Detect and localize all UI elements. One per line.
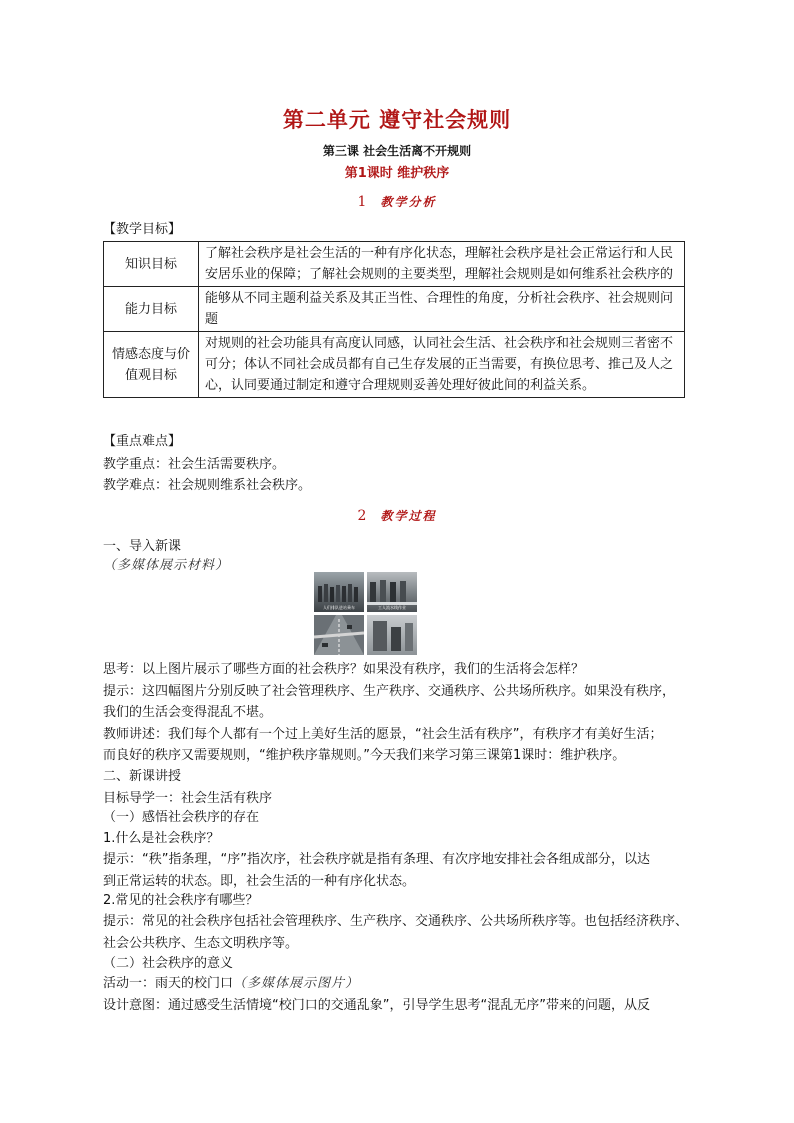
unit-title: 第二单元 遵守社会规则 — [282, 108, 512, 132]
goal-category: 知识目标 — [104, 242, 199, 287]
section-number: 2 — [357, 508, 367, 524]
goal-content: 对规则的社会功能具有高度认同感，认同社会生活、社会秩序和社会规则三者密不可分；体认不同社会成员都有自己生存发展的正当需要，有换位思考、推己及人之心，认同要通过制定和遵守合理规则妥善处理好彼此间的利益关系。 — [199, 332, 685, 398]
design-intent: 设计意图：通过感受生活情境“校门口的交通乱象”，引导学生思考“混乱无序”带来的问题，从反 — [103, 998, 650, 1013]
goal-category: 情感态度与价值观目标 — [104, 332, 199, 398]
table-row — [104, 332, 685, 398]
section-number: 1 — [357, 194, 367, 210]
question: 2.常见的社会秩序有哪些？ — [103, 893, 259, 908]
key-points-label: 【重点难点】 — [103, 434, 182, 449]
hint-text: 提示：“秩”指条理，“序”指次序，社会秩序就是指有条理、有次序地安排社会各组成部分，以达 — [103, 852, 650, 867]
period-title: 第1课时 维护秩序 — [344, 166, 450, 181]
queue-photo — [314, 572, 364, 612]
goal-content: 了解社会秩序是社会生活的一种有序化状态，理解社会秩序是社会正常运行和人民安居乐业的保障；了解社会规则的主要类型，理解社会规则是如何维系社会秩序的 — [199, 242, 685, 287]
multimedia-note: （多媒体展示图片） — [233, 976, 360, 991]
table-row — [104, 287, 685, 332]
teacher-narration: 教师讲述：我们每个人都有一个过上美好生活的愿景，“社会生活有秩序”，有秩序才有美好生活； — [103, 727, 663, 742]
multimedia-note: （多媒体展示材料） — [103, 558, 230, 573]
intro-image-grid — [314, 572, 418, 656]
hint-text: 到正常运转的状态。即，社会生活的一种有序化状态。 — [103, 874, 416, 889]
teacher-narration: 而良好的秩序又需要规则，“维护秩序靠规则。”今天我们来学习第三课第1课时：维护秩序。 — [103, 748, 626, 763]
image-caption: 人们排队进站乘车 — [323, 605, 355, 610]
target-guide-heading: 目标导学一：社会生活有秩序 — [103, 791, 273, 806]
teaching-goals-table — [103, 241, 685, 398]
traffic-illustration — [314, 615, 364, 655]
subsection-heading: （一）感悟社会秩序的存在 — [103, 810, 260, 825]
image-caption: 工人流水线作业 — [378, 605, 406, 610]
hint-text: 我们的生活会变得混乱不堪。 — [103, 705, 273, 720]
table-row — [104, 242, 685, 287]
lesson-title: 第三课 社会生活离不开规则 — [322, 144, 472, 158]
public-place-photo — [367, 615, 417, 655]
subsection-heading: （二）社会秩序的意义 — [103, 956, 234, 971]
goals-label: 【教学目标】 — [103, 222, 182, 237]
traffic-photo — [314, 615, 364, 655]
factory-photo — [367, 572, 417, 612]
difficult-point: 教学难点：社会规则维系社会秩序。 — [103, 478, 312, 493]
hint-text: 提示：常见的社会秩序包括社会管理秩序、生产秩序、交通秩序、公共场所秩序等。也包括经济秩序、 — [103, 914, 689, 929]
section-label: 教学过程 — [380, 509, 437, 523]
question: 1.什么是社会秩序？ — [103, 831, 220, 846]
think-question: 思考：以上图片展示了哪些方面的社会秩序？如果没有秩序，我们的生活将会怎样？ — [103, 662, 585, 677]
intro-heading: 一、导入新课 — [103, 539, 182, 554]
activity-heading — [103, 974, 359, 994]
goal-content: 能够从不同主题利益关系及其正当性、合理性的角度，分析社会秩序、社会规则问题 — [199, 287, 685, 332]
goal-category: 能力目标 — [104, 287, 199, 332]
public-place-illustration — [367, 615, 417, 655]
key-point: 教学重点：社会生活需要秩序。 — [103, 457, 286, 472]
hint-text: 社会公共秩序、生态文明秩序等。 — [103, 936, 299, 951]
new-lesson-heading: 二、新课讲授 — [103, 769, 182, 784]
hint-text: 提示：这四幅图片分别反映了社会管理秩序、生产秩序、交通秩序、公共场所秩序。如果没有秩序， — [103, 684, 676, 699]
section-heading-analysis — [0, 193, 794, 210]
section-label: 教学分析 — [380, 195, 437, 209]
activity-label: 活动一：雨天的校门口 — [103, 976, 234, 991]
section-heading-process — [0, 507, 794, 524]
